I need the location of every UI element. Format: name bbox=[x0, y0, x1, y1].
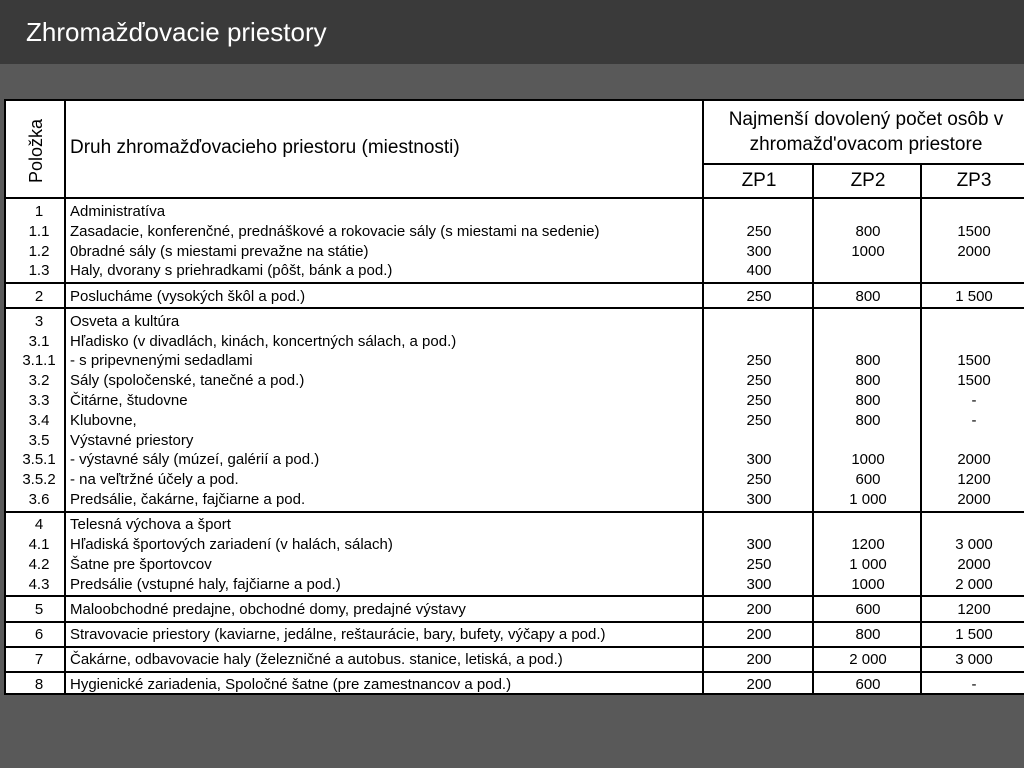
row-desc: Osveta a kultúra bbox=[70, 312, 180, 330]
row-zp1: 300 bbox=[746, 575, 772, 593]
row-desc: Čakárne, odbavovacie haly (železničné a autobus. stanice, letiská, a pod.) bbox=[70, 651, 563, 669]
row-zp3: 1500 bbox=[957, 222, 991, 240]
row-num: 3.5 bbox=[28, 431, 50, 449]
header-najmensi-line1: Najmenší dovolený počet osôb v bbox=[728, 109, 1004, 130]
row-zp3: 1500 bbox=[957, 372, 991, 390]
row-zp1: 200 bbox=[746, 626, 772, 643]
group-separator bbox=[6, 621, 1024, 623]
row-zp2: 800 bbox=[855, 626, 881, 643]
row-zp3: 1 500 bbox=[955, 287, 993, 305]
capacity-table bbox=[4, 99, 1024, 695]
row-desc: Hľadiská športových zariadení (v halách, sálach) bbox=[70, 536, 393, 553]
row-num: 7 bbox=[34, 651, 44, 669]
row-zp1: 300 bbox=[746, 536, 772, 553]
row-zp2: 800 bbox=[855, 287, 881, 305]
col-divider-num bbox=[64, 101, 66, 693]
row-desc: Maloobchodné predajne, obchodné domy, predajné výstavy bbox=[70, 600, 466, 618]
row-num: 1 bbox=[34, 203, 44, 220]
row-zp3: 2000 bbox=[957, 491, 991, 508]
row-zp3: 2000 bbox=[957, 451, 991, 469]
row-desc: - na veľtržné účely a pod. bbox=[70, 471, 239, 489]
row-desc: Čitárne, študovne bbox=[70, 392, 188, 409]
row-desc: Hygienické zariadenia, Spoločné šatne (pre zamestnancov a pod.) bbox=[70, 676, 512, 694]
row-num: 3.5.1 bbox=[22, 451, 56, 469]
row-desc: Administratíva bbox=[70, 203, 166, 220]
row-zp2: 1000 bbox=[851, 575, 885, 593]
row-num: 3.3 bbox=[28, 392, 50, 409]
group-separator bbox=[6, 671, 1024, 673]
row-zp1: 200 bbox=[746, 600, 772, 618]
row-zp3: 2 000 bbox=[955, 575, 993, 593]
row-zp1: 250 bbox=[746, 392, 772, 409]
header-najmensi-line2: zhromažd'ovacom priestore bbox=[749, 134, 983, 155]
row-zp3: - bbox=[971, 392, 977, 409]
row-desc: Sály (spoločenské, tanečné a pod.) bbox=[70, 372, 305, 390]
row-num: 3.5.2 bbox=[22, 471, 56, 489]
col-divider-desc bbox=[702, 101, 704, 693]
row-num: 5 bbox=[34, 600, 44, 618]
row-zp1: 300 bbox=[746, 491, 772, 508]
row-zp1: 200 bbox=[746, 651, 772, 669]
row-zp1: 250 bbox=[746, 471, 772, 489]
row-zp2: 1000 bbox=[851, 242, 885, 260]
row-zp1: 250 bbox=[746, 222, 772, 240]
row-num: 3.1.1 bbox=[22, 352, 56, 370]
row-desc: Poslucháme (vysokých škôl a pod.) bbox=[70, 287, 306, 305]
row-zp3: 2000 bbox=[957, 555, 991, 573]
row-num: 4.3 bbox=[28, 575, 50, 593]
row-zp2: 600 bbox=[855, 676, 881, 694]
row-desc: - s pripevnenými sedadlami bbox=[70, 352, 253, 370]
row-zp3: 1500 bbox=[957, 352, 991, 370]
row-desc: Telesná výchova a šport bbox=[70, 516, 231, 534]
group-separator bbox=[6, 511, 1024, 513]
header-druh: Druh zhromažďovacieho priestoru (miestnosti) bbox=[70, 137, 460, 158]
row-zp1: 250 bbox=[746, 352, 772, 370]
row-zp2: 600 bbox=[855, 600, 881, 618]
row-zp3: 1200 bbox=[957, 471, 991, 489]
row-num: 1.2 bbox=[28, 242, 50, 260]
row-zp2: 800 bbox=[855, 411, 881, 429]
row-num: 4 bbox=[34, 516, 44, 534]
header-polozka: Položka bbox=[26, 118, 46, 183]
row-zp1: 250 bbox=[746, 411, 772, 429]
row-desc: Predsálie, čakárne, fajčiarne a pod. bbox=[70, 491, 306, 508]
row-desc: Klubovne, bbox=[70, 411, 137, 429]
row-zp1: 250 bbox=[746, 555, 772, 573]
group-separator bbox=[6, 307, 1024, 309]
row-zp2: 800 bbox=[855, 352, 881, 370]
row-zp1: 300 bbox=[746, 451, 772, 469]
row-zp3: - bbox=[971, 411, 977, 429]
group-separator bbox=[6, 595, 1024, 597]
row-zp2: 800 bbox=[855, 222, 881, 240]
group-separator bbox=[6, 282, 1024, 284]
row-zp2: 1000 bbox=[851, 451, 885, 469]
row-zp1: 300 bbox=[746, 242, 772, 260]
row-num: 3 bbox=[34, 312, 44, 330]
row-desc: Zasadacie, konferenčné, prednáškové a rokovacie sály (s miestami na sedenie) bbox=[70, 222, 600, 240]
header-bottom-line bbox=[6, 197, 1024, 199]
row-zp2: 2 000 bbox=[849, 651, 887, 669]
row-zp2: 1 000 bbox=[849, 491, 887, 508]
row-zp3: - bbox=[971, 676, 977, 694]
row-num: 3.6 bbox=[28, 491, 50, 508]
row-zp3: 2000 bbox=[957, 242, 991, 260]
row-zp1: 400 bbox=[746, 262, 772, 280]
header-zp3: ZP3 bbox=[956, 170, 992, 191]
group-separator bbox=[6, 646, 1024, 648]
row-num: 2 bbox=[34, 287, 44, 305]
row-num: 3.2 bbox=[28, 372, 50, 390]
row-zp3: 3 000 bbox=[955, 651, 993, 669]
row-desc: Hľadisko (v divadlách, kinách, koncertných sálach, a pod.) bbox=[70, 332, 457, 350]
row-num: 3.1 bbox=[28, 332, 50, 350]
row-desc: Predsálie (vstupné haly, fajčiarne a pod.) bbox=[70, 575, 341, 593]
row-num: 1.3 bbox=[28, 262, 50, 280]
row-desc: - výstavné sály (múzeí, galérií a pod.) bbox=[70, 451, 320, 469]
row-zp2: 1 000 bbox=[849, 555, 887, 573]
row-zp2: 1200 bbox=[851, 536, 885, 553]
header-zp2: ZP2 bbox=[850, 170, 886, 191]
row-zp2: 600 bbox=[855, 471, 881, 489]
row-zp3: 1 500 bbox=[955, 626, 993, 643]
row-zp1: 250 bbox=[746, 287, 772, 305]
row-zp3: 1200 bbox=[957, 600, 991, 618]
row-desc: Haly, dvorany s priehradkami (pôšt, bánk a pod.) bbox=[70, 262, 393, 280]
row-zp2: 800 bbox=[855, 392, 881, 409]
row-desc: Výstavné priestory bbox=[70, 431, 194, 449]
row-num: 4.2 bbox=[28, 555, 50, 573]
row-num: 3.4 bbox=[28, 411, 50, 429]
row-zp1: 250 bbox=[746, 372, 772, 390]
row-num: 6 bbox=[34, 626, 44, 643]
row-num: 4.1 bbox=[28, 536, 50, 553]
row-zp1: 200 bbox=[746, 676, 772, 694]
row-desc: Stravovacie priestory (kaviarne, jedálne, reštaurácie, bary, bufety, výčapy a pod.) bbox=[70, 626, 606, 643]
header-zp1: ZP1 bbox=[741, 170, 777, 191]
title-bar bbox=[0, 0, 1024, 64]
row-zp2: 800 bbox=[855, 372, 881, 390]
row-num: 8 bbox=[34, 676, 44, 694]
header-subline bbox=[702, 163, 1024, 165]
row-num: 1.1 bbox=[28, 222, 50, 240]
row-desc: 0bradné sály (s miestami prevažne na státie) bbox=[70, 242, 369, 260]
row-desc: Šatne pre športovcov bbox=[70, 555, 212, 573]
slide-title: Zhromažďovacie priestory bbox=[26, 17, 327, 47]
row-zp3: 3 000 bbox=[955, 536, 993, 553]
header-najmensi bbox=[706, 107, 1024, 157]
